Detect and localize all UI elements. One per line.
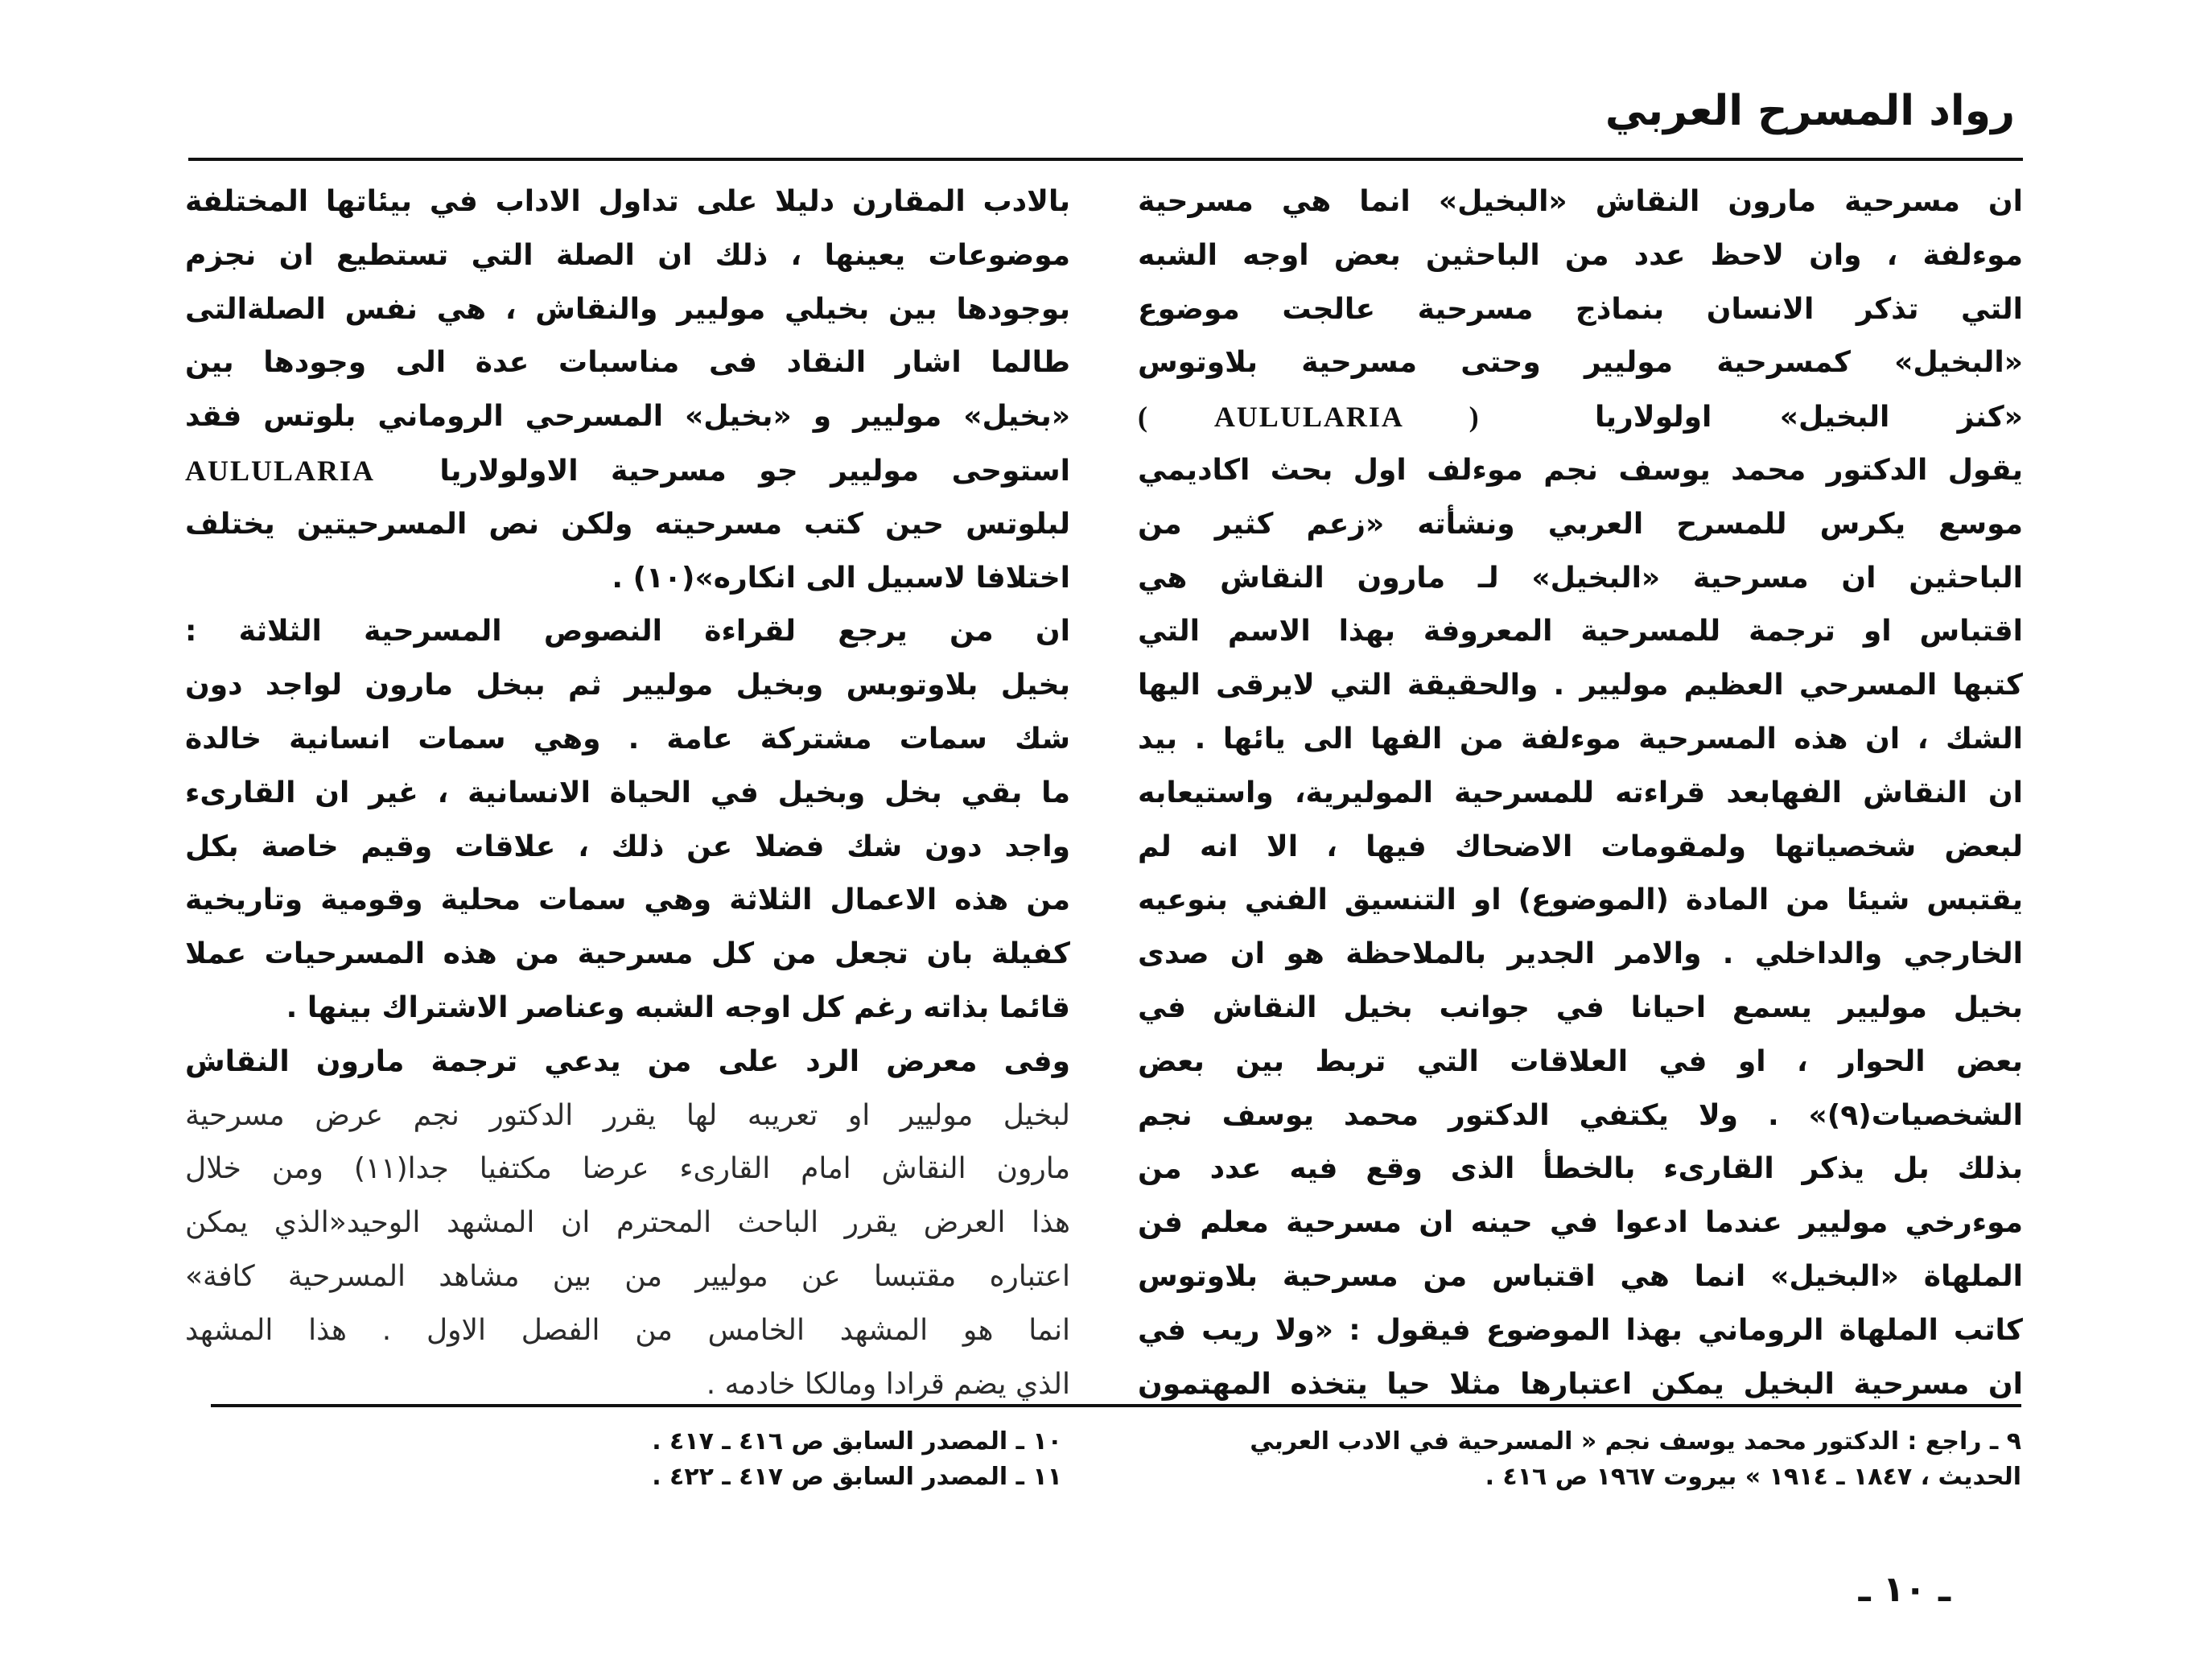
footnote-line: ٩ ـ راجع : الدكتور محمد يوسف نجم « المسرحية في الادب العربي: [1250, 1427, 2021, 1456]
paragraph-line: بذلك بل يذكر القارىء بالخطأ الذى وقع فيه عدد من: [1138, 1152, 2023, 1186]
paragraph-line: وفى معرض الرد على من يدعي ترجمة مارون النقاش: [185, 1044, 1070, 1078]
header-rule: [188, 158, 2023, 161]
paragraph-line: لبخيل موليير او تعريبه لها يقرر الدكتور نجم عرض مسرحية: [185, 1098, 1070, 1132]
paragraph-line: «البخيل» كمسرحية موليير وحتى مسرحية بلاوتوس: [1138, 346, 2023, 380]
paragraph-line: يقتبس شيئا من المادة (الموضوع) او التنسيق الفني بنوعيه: [1138, 883, 2023, 917]
paragraph-line: بخيل موليير يسمع احيانا في جوانب بخيل النقاش في: [1138, 990, 2023, 1024]
paragraph-line: ان من يرجع لقراءة النصوص المسرحية الثلاثة :: [185, 615, 1070, 649]
footnote-line: الحديث ، ١٨٤٧ ـ ١٩١٤ » بيروت ١٩٦٧ ص ٤١٦ .: [1485, 1463, 2021, 1491]
paragraph-line: الشك ، ان هذه المسرحية موءلفة من الفها الى يائها . بيد: [1138, 722, 2023, 756]
footnote-rule: [211, 1404, 2021, 1407]
paragraph-line: بوجودها بين بخيلي موليير والنقاش ، هي نفس الصلةالتى: [185, 292, 1070, 326]
paragraph-line: موضوعات يعينها ، ذلك ان الصلة التي تستطيع ان نجزم: [185, 238, 1070, 272]
paragraph-line: كاتب الملهاة الروماني بهذا الموضوع فيقول : «ولا ريب في: [1138, 1313, 2023, 1347]
paragraph-line: موسع يكرس للمسرح العربي ونشأته «زعم كثير من: [1138, 507, 2023, 541]
paragraph-line: من هذه الاعمال الثلاثة وهي سمات محلية وقومية وتاريخية: [185, 883, 1070, 917]
paragraph-line: اختلافا لاسبيل الى انكاره»(١٠) .: [612, 561, 1070, 595]
paragraph-line: موءرخي موليير عندما ادعوا في حينه ان مسرحية معلم فن: [1138, 1206, 2023, 1240]
footnote-line: ١٠ ـ المصدر السابق ص ٤١٦ ـ ٤١٧ .: [652, 1427, 1062, 1456]
paragraph-line: ان مسرحية مارون النقاش «البخيل» انما هي مسرحية: [1138, 185, 2023, 218]
paragraph-line: كفيلة بان تجعل من كل مسرحية من هذه المسرحيات عملا: [185, 937, 1070, 971]
running-title: رواد المسرح العربي: [1605, 87, 2015, 135]
paragraph-line: موءلفة ، وان لاحظ عدد من الباحثين بعض اوجه الشبه: [1138, 238, 2023, 272]
paragraph-line-with-latin: [1138, 390, 2023, 444]
paragraph-line: بعض الحوار ، او في العلاقات التي تربط بين بعض: [1138, 1044, 2023, 1078]
text-column-left: [185, 175, 1070, 1411]
paragraph-line: طالما اشار النقاد فى مناسبات عدة الى وجودها بين: [185, 346, 1070, 380]
paragraph-line: «بخيل» موليير و «بخيل» المسرحي الروماني بلوتس فقد: [185, 400, 1070, 434]
paragraph-line: بالادب المقارن دليلا على تداول الاداب في بيئاتها المختلفة: [185, 185, 1070, 218]
paragraph-line: ان النقاش الفهابعد قراءته للمسرحية الموليرية، واستيعابه: [1138, 776, 2023, 809]
paragraph-line: لبلوتس حين كتب مسرحيته ولكن نص المسرحيتين يختلف: [185, 507, 1070, 541]
paragraph-line-text: استوحى موليير جو مسرحية الاولولاريا: [439, 454, 1070, 488]
paragraph-line-text: «كنز البخيل» اولولاريا: [1595, 401, 2023, 434]
paragraph-line: مارون النقاش امام القارىء عرضا مكتفيا جدا(١١) ومن خلال: [185, 1152, 1070, 1186]
paragraph-line: بخيل بلاوتوبس وبخيل موليير ثم ببخل مارون لواجد دون: [185, 669, 1070, 702]
latin-title-aulularia: AULULARIA: [185, 454, 376, 487]
paragraph-line: اقتباس او ترجمة للمسرحية المعروفة بهذا الاسم التي: [1138, 615, 2023, 649]
paragraph-line: الشخصيات(٩)» . ولا يكتفي الدكتور محمد يوسف نجم: [1138, 1098, 2023, 1132]
paragraph-line-with-latin: [185, 444, 1070, 498]
paragraph-line: واجد دون شك فضلا عن ذلك ، علاقات وقيم خاصة بكل: [185, 830, 1070, 863]
latin-title-aulularia: ( AULULARIA ): [1138, 401, 1479, 434]
paragraph-line: الخارجي والداخلي . والامر الجدير بالملاحظة هو ان صدى: [1138, 937, 2023, 971]
paragraph-line: الملهاة «البخيل» انما هي اقتباس من مسرحية بلاوتوس: [1138, 1259, 2023, 1293]
footnotes-right: [1136, 1424, 2021, 1495]
paragraph-line: انما هو المشهد الخامس من الفصل الاول . هذا المشهد: [185, 1313, 1070, 1347]
paragraph-line: شك سمات مشتركة عامة . وهي سمات انسانية خالدة: [185, 722, 1070, 756]
paragraph-line: هذا العرض يقرر الباحث المحترم ان المشهد الوحيد«الذي يمكن: [185, 1206, 1070, 1240]
paragraph-line: الذي يضم قرادا ومالكا خادمه .: [706, 1367, 1070, 1401]
footnotes-left: [338, 1424, 1062, 1495]
paragraph-line: ان مسرحية البخيل يمكن اعتبارها مثلا حيا يتخذه المهتمون: [1138, 1367, 2023, 1401]
paragraph-line: لبعض شخصياتها ولمقومات الاضحاك فيها ، الا انه لم: [1138, 830, 2023, 863]
paragraph-line: قائما بذاته رغم كل اوجه الشبه وعناصر الاشتراك بينها .: [286, 990, 1070, 1024]
page-number: ـ ١٠ ـ: [1858, 1569, 1951, 1610]
footnote-line: ١١ ـ المصدر السابق ص ٤١٧ ـ ٤٢٢ .: [652, 1463, 1062, 1491]
paragraph-line: يقول الدكتور محمد يوسف نجم موءلف اول بحث اكاديمي: [1138, 453, 2023, 487]
text-column-right: [1138, 175, 2023, 1411]
paragraph-line: ما بقي بخل وبخيل في الحياة الانسانية ، غير ان القارىء: [185, 776, 1070, 809]
paragraph-line: التي تذكر الانسان بنماذج مسرحية عالجت موضوع: [1138, 292, 2023, 326]
paragraph-line: الباحثين ان مسرحية «البخيل» لـ مارون النقاش هي: [1138, 561, 2023, 595]
paragraph-line: كتبها المسرحي العظيم موليير . والحقيقة التي لايرقى اليها: [1138, 669, 2023, 702]
paragraph-line: اعتباره مقتبسا عن موليير من بين مشاهد المسرحية كافة»: [185, 1259, 1070, 1293]
